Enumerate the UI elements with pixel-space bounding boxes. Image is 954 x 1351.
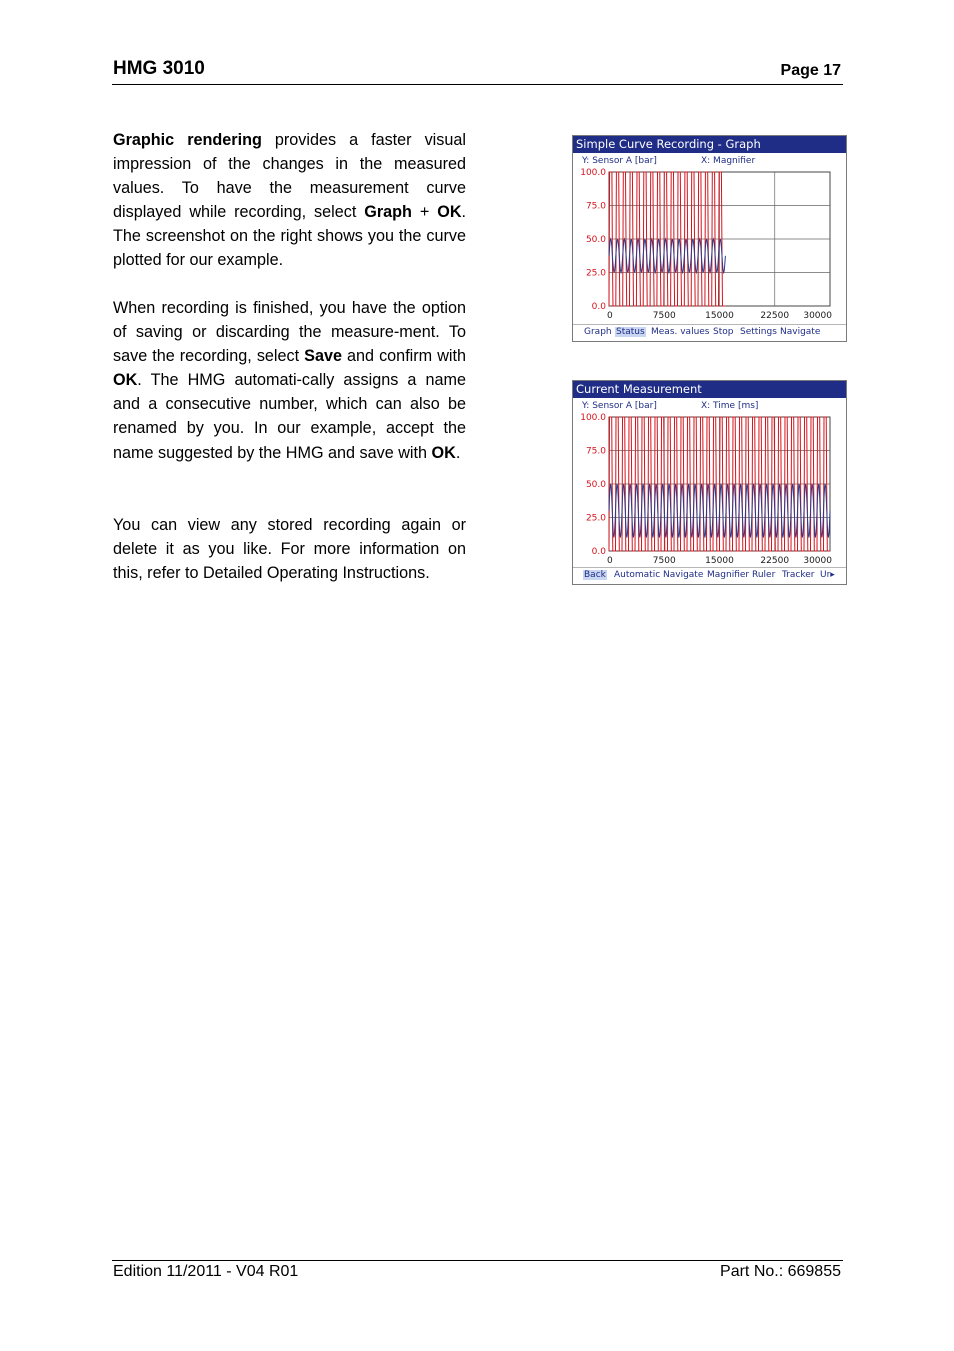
axis-info xyxy=(573,153,846,168)
y-tick-label: 25.0 xyxy=(585,513,606,524)
y-tick-label: 0.0 xyxy=(591,547,606,557)
edition-info: Edition 11/2011 - V04 R01 xyxy=(113,1263,299,1280)
header-rule xyxy=(112,84,843,85)
part-number: Part No.: 669855 xyxy=(720,1263,841,1280)
screenshot-recording-graph xyxy=(572,135,847,342)
softkey-bar xyxy=(573,324,846,341)
bold-term: OK xyxy=(113,371,138,390)
text-run: When recording is finished, you have the option of saving or discarding the measure-ment. To save the recording, select xyxy=(113,299,466,366)
x-tick-label: 22500 xyxy=(760,311,790,321)
x-tick-label: 7500 xyxy=(652,311,676,321)
screenshot-current-measurement xyxy=(572,380,847,585)
text-run: . The screenshot on the right shows you the curve plotted for our example. xyxy=(113,203,467,270)
y-tick-label: 25.0 xyxy=(585,268,606,279)
axis-info xyxy=(573,398,846,413)
bold-term: OK xyxy=(431,443,456,462)
softkey-ur[interactable]: Ur▸ xyxy=(820,570,835,580)
text-run: . The HMG automati-cally assigns a name and a consecutive number, which can also be renamed by you. In our example, accept the name suggested by the HMG and save with xyxy=(113,371,466,462)
x-axis-label: X: Magnifier xyxy=(701,156,756,166)
screen-title: Current Measurement xyxy=(573,381,846,398)
text-run: You can view any stored recording again or delete it as you like. For more information on this, refer to Detailed Operating Instructions. xyxy=(113,516,466,583)
y-axis-label: Y: Sensor A [bar] xyxy=(582,156,657,166)
softkey-bar xyxy=(573,567,846,584)
softkey-automatic[interactable]: Automatic xyxy=(614,570,661,580)
softkey-tracker[interactable]: Tracker xyxy=(782,570,815,580)
softkey-navigate[interactable]: Navigate xyxy=(780,327,821,337)
y-tick-label: 50.0 xyxy=(585,235,606,245)
y-axis-label: Y: Sensor A [bar] xyxy=(582,401,657,411)
softkey-back[interactable]: Back xyxy=(584,570,606,580)
screen-title: Simple Curve Recording - Graph xyxy=(573,136,846,153)
y-tick-label: 100.0 xyxy=(580,168,606,178)
x-tick-label: 30000 xyxy=(803,556,832,566)
text-run: . xyxy=(455,443,461,462)
x-tick-label: 7500 xyxy=(652,556,676,566)
footer-rule xyxy=(112,1260,843,1261)
softkey-meas-values[interactable]: Meas. values xyxy=(651,327,710,337)
bold-term: OK xyxy=(437,203,462,222)
x-tick-label: 0 xyxy=(607,311,613,321)
softkey-settings[interactable]: Settings xyxy=(740,327,777,337)
softkey-graph[interactable]: Graph xyxy=(584,327,612,337)
softkey-stop[interactable]: Stop xyxy=(713,327,734,337)
x-tick-label: 22500 xyxy=(760,556,790,566)
paragraph-graphic-rendering xyxy=(113,128,466,273)
paragraph-saving xyxy=(113,296,466,465)
text-run: provides a faster visual impression of the changes in the measured values. To have the measurement curve displayed while recording, select xyxy=(113,131,466,222)
text-run: and confirm with xyxy=(341,347,466,366)
bold-term: Graph xyxy=(364,203,412,222)
x-tick-label: 30000 xyxy=(803,311,832,321)
y-tick-label: 75.0 xyxy=(585,446,606,457)
page-number: Page 17 xyxy=(780,62,841,79)
document-title: HMG 3010 xyxy=(113,58,205,79)
bold-term: Save xyxy=(304,347,342,366)
softkey-magnifier[interactable]: Magnifier xyxy=(707,570,750,580)
y-tick-label: 50.0 xyxy=(585,480,606,490)
y-tick-label: 100.0 xyxy=(580,413,606,423)
x-tick-label: 15000 xyxy=(705,311,734,321)
x-tick-label: 0 xyxy=(607,556,613,566)
measurement-chart xyxy=(573,413,846,567)
softkey-ruler[interactable]: Ruler xyxy=(752,570,776,580)
y-tick-label: 0.0 xyxy=(591,302,606,312)
x-tick-label: 15000 xyxy=(705,556,734,566)
y-tick-label: 75.0 xyxy=(585,201,606,212)
paragraph-viewing xyxy=(113,513,466,585)
text-run: + xyxy=(411,203,438,222)
softkey-status[interactable]: Status xyxy=(616,327,645,337)
recording-chart xyxy=(573,168,846,324)
bold-term: Graphic rendering xyxy=(113,131,262,149)
x-axis-label: X: Time [ms] xyxy=(701,401,759,411)
softkey-navigate[interactable]: Navigate xyxy=(663,570,704,580)
